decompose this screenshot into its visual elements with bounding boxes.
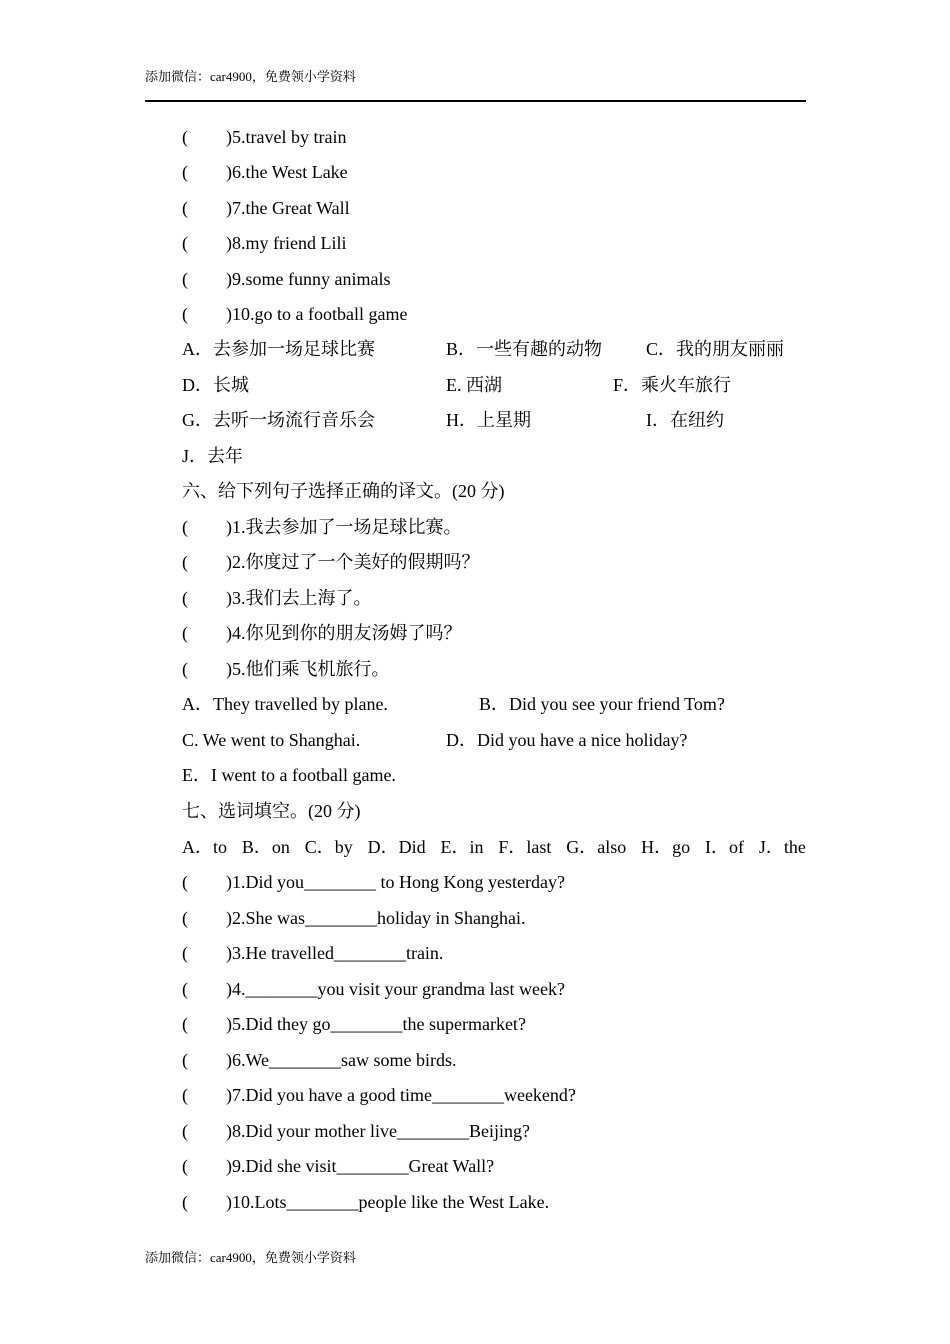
word-option: G．also <box>566 837 627 857</box>
word-option: B．on <box>241 837 290 857</box>
answer-paren[interactable]: ( <box>182 1192 188 1212</box>
s5-option-e: E. 西湖 <box>446 375 502 395</box>
word-option: C．by <box>304 837 353 857</box>
answer-paren[interactable]: ( <box>182 1156 188 1176</box>
question-text: )5.travel by train <box>226 127 347 147</box>
word-option: A．to <box>182 837 227 857</box>
question-text: )8.Did your mother live________Beijing? <box>226 1121 530 1141</box>
question-text: )7.the Great Wall <box>226 198 350 218</box>
s5-question <box>182 302 407 326</box>
s5-question <box>182 160 348 184</box>
s7-question <box>182 1190 549 1214</box>
s5-option-h: H．上星期 <box>446 410 531 430</box>
s5-option-j: J．去年 <box>182 446 244 466</box>
header-divider <box>145 100 806 102</box>
s7-question <box>182 977 565 1001</box>
section6-title: 六、给下列句子选择正确的译文。(20 分) <box>182 481 505 501</box>
question-text: )10.Lots________people like the West Lake. <box>226 1192 550 1212</box>
answer-paren[interactable]: ( <box>182 1121 188 1141</box>
page-header: 添加微信：car4900，免费领小学资料 <box>145 69 356 84</box>
word-option: E．in <box>440 837 484 857</box>
question-text: )3.He travelled________train. <box>226 943 444 963</box>
s5-question <box>182 196 350 220</box>
word-option: F．last <box>498 837 552 857</box>
answer-paren[interactable]: ( <box>182 552 188 572</box>
s7-question <box>182 1048 457 1072</box>
answer-paren[interactable]: ( <box>182 588 188 608</box>
s6-question <box>182 621 462 645</box>
answer-paren[interactable]: ( <box>182 659 188 679</box>
question-text: )2.She was________holiday in Shanghai. <box>226 908 526 928</box>
s5-option-f: F．乘火车旅行 <box>613 375 732 395</box>
s5-option-i: I．在纽约 <box>646 410 724 430</box>
answer-paren[interactable]: ( <box>182 1050 188 1070</box>
s5-option-g: G．去听一场流行音乐会 <box>182 410 375 430</box>
s7-question <box>182 1012 526 1036</box>
question-text: )4.你见到你的朋友汤姆了吗？ <box>226 623 462 643</box>
question-text: )9.some funny animals <box>226 269 391 289</box>
word-option: J．the <box>758 837 806 857</box>
s5-option-c: C．我的朋友丽丽 <box>646 339 785 359</box>
s6-option-d: D．Did you have a nice holiday? <box>446 730 688 750</box>
answer-paren[interactable]: ( <box>182 269 188 289</box>
word-option: H．go <box>641 837 691 857</box>
question-text: )8.my friend Lili <box>226 233 347 253</box>
answer-paren[interactable]: ( <box>182 127 188 147</box>
question-text: )2.你度过了一个美好的假期吗？ <box>226 552 480 572</box>
question-text: )1.Did you________ to Hong Kong yesterday? <box>226 872 565 892</box>
page-footer: 添加微信：car4900，免费领小学资料 <box>145 1250 356 1265</box>
question-text: )5.Did they go________the supermarket? <box>226 1014 526 1034</box>
word-bank <box>182 835 806 859</box>
answer-paren[interactable]: ( <box>182 979 188 999</box>
question-text: )7.Did you have a good time________weekend? <box>226 1085 576 1105</box>
s6-question <box>182 515 462 539</box>
s6-option-a: A．They travelled by plane. <box>182 694 388 714</box>
question-text: )3.我们去上海了。 <box>226 588 372 608</box>
s7-question <box>182 1119 530 1143</box>
s7-question <box>182 1083 576 1107</box>
s5-question <box>182 125 346 149</box>
word-option: D．Did <box>367 837 426 857</box>
answer-paren[interactable]: ( <box>182 908 188 928</box>
answer-paren[interactable]: ( <box>182 233 188 253</box>
answer-paren[interactable]: ( <box>182 943 188 963</box>
s6-question <box>182 657 390 681</box>
s6-option-e: E．I went to a football game. <box>182 765 396 785</box>
s6-question <box>182 586 372 610</box>
answer-paren[interactable]: ( <box>182 162 188 182</box>
question-text: )4.________you visit your grandma last week? <box>226 979 565 999</box>
answer-paren[interactable]: ( <box>182 1014 188 1034</box>
answer-paren[interactable]: ( <box>182 304 188 324</box>
answer-paren[interactable]: ( <box>182 517 188 537</box>
answer-paren[interactable]: ( <box>182 623 188 643</box>
s7-question <box>182 906 525 930</box>
question-text: )1.我去参加了一场足球比赛。 <box>226 517 462 537</box>
s5-option-b: B．一些有趣的动物 <box>446 339 603 359</box>
s7-question <box>182 1154 494 1178</box>
s7-question <box>182 941 443 965</box>
s6-option-c: C. We went to Shanghai. <box>182 730 361 750</box>
s6-question <box>182 550 480 574</box>
s5-question <box>182 231 346 255</box>
s5-option-a: A．去参加一场足球比赛 <box>182 339 375 359</box>
s5-question <box>182 267 390 291</box>
word-option: I．of <box>705 837 745 857</box>
answer-paren[interactable]: ( <box>182 198 188 218</box>
question-text: )6.We________saw some birds. <box>226 1050 457 1070</box>
question-text: )9.Did she visit________Great Wall? <box>226 1156 495 1176</box>
s5-option-d: D．长城 <box>182 375 249 395</box>
question-text: )6.the West Lake <box>226 162 348 182</box>
answer-paren[interactable]: ( <box>182 872 188 892</box>
section7-title: 七、选词填空。(20 分) <box>182 801 361 821</box>
question-text: )5.他们乘飞机旅行。 <box>226 659 390 679</box>
s7-question <box>182 870 565 894</box>
question-text: )10.go to a football game <box>226 304 408 324</box>
s6-option-b: B．Did you see your friend Tom? <box>479 694 725 714</box>
answer-paren[interactable]: ( <box>182 1085 188 1105</box>
